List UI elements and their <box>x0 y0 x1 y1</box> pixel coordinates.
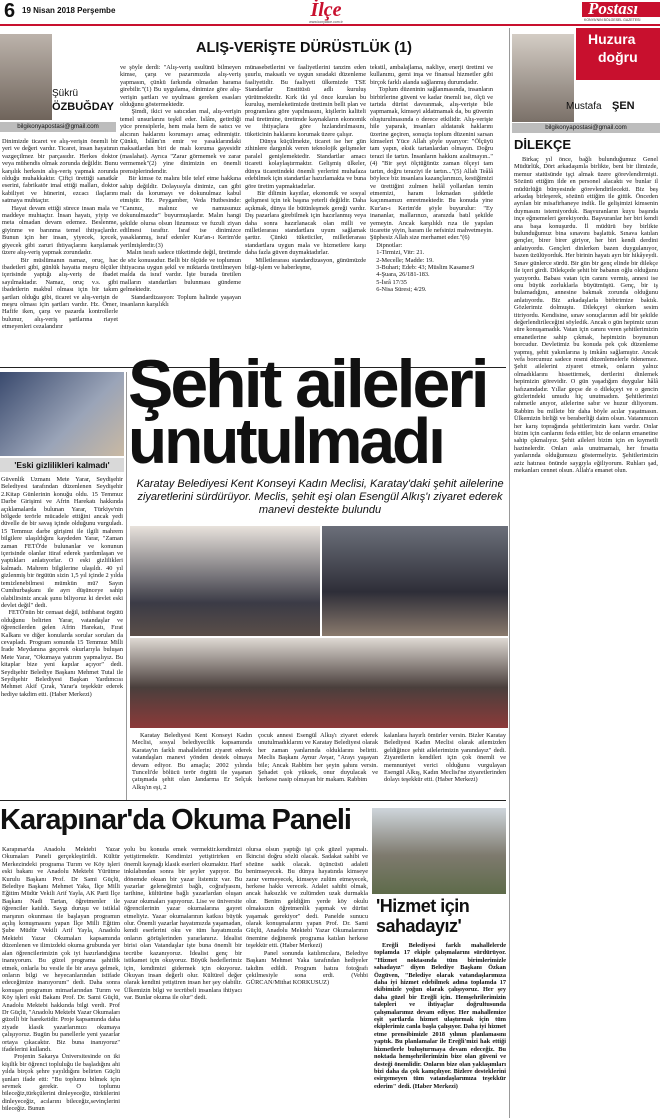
sidebar-hizmet-heading-2: sahadayız' <box>376 916 462 936</box>
group-photo-1 <box>130 526 320 636</box>
right-column-body: Birkaç yıl önce, bağlı bulunduğumuz Genel Müdürlük, Dört arkadaşımla birlikte, beni bir ilimizde, memur statüsünde işçi almak üzere görevlendirmişti. Sözünü ettiğim ilde en personel alacaktı ve bunlar il müdürlüğü bünyesinde görevlendirilecekti. Biz beş arkadaş birleşerek, sözünü ettiğim ile gittik. Önceden ayrılan bir misafirhaneye indik. İle gelişimizi kimsenin duymasını istemiyorduk. Başvuranların kuyu başında inçe eğmemeleri gerekiyordu. Başvuranlar her biri kendi ana başa konuşurdu. İl müdürü bey birlikte bulunduğumuz bina sınavını başlattık. Sınava katılan gençler, birer birer giriyor, her biri kendi derdini anlatıyordu. Gençleri dinlerken bazen duygulanıyor, bazen üzülüyorduk. Her birinin hayatı ayrı bir hikâyeydi. Sınav günlerce sürdü. Bir gün bir genç elinde bir dilekçe ile içeri girdi. Dilekçede şehit bir babanın oğlu olduğunu yazıyordu. Babası vatan için canını vermiş, annesi ise onu büyük zorluklarla büyütmüştü. Genç, bir iş bulamadığını, annesine bakmak zorunda olduğunu anlatıyordu. Biz arkadaşlarla birbirimize baktık. Gözlerimiz dolmuştu. Dilekçeyi okurken sesim titriyordu. Kendisine, sınav sonuçlarının adil bir şekilde değerlendirileceğini söyledik. Ancak o gün hepimiz uzun süre konuşamadık. Vatan için canını veren şehitlerimizin emanetlerine sahip çıkmak, hepimizin boynunun borcudur. Devletimiz bu konuda pek çok düzenleme yapmış, şehit yakınlarına iş imkânı sağlamıştır. Ancak vefa borcumuz sadece resmi düzenlemelerle ödenemez. Şehit ailelerini ziyaret etmek, onların yalnız olmadıklarını hissettirmek, dertlerini dinlemek hepimizin görevidir. O gün yaşadığım duygular hâlâ hafızamdadır. Yıllar geçse de o dilekçeyi ve o gencin gözlerindeki umudu hiç unutmadım. Şehitlerimizi rahmetle anıyor, ailelerine sabır ve huzur diliyorum. Rabbim bu millete bir daha böyle acılar yaşatmasın. Ülkemizin birliği ve beraberliği daim olsun. Vatanımızın her karış toprağında şehitlerimizin kanı vardır. Onlar bizim için canlarını feda ettiler, biz de onların emanetine sahip çıkmalıyız. Şehit aileleri bizim için en kıymetli hazinelerdir. Onları asla unutmamalı, her fırsatta yanlarında olduğumuzu göstermeliyiz. Şehitlerimizin aziz hatırası önünde saygıyla eğiliyorum. Ruhları şad, mekanları cennet olsun. Allah'a emanet olun. <box>514 156 660 475</box>
brand-name: Postası <box>588 0 639 18</box>
article-col-4: tekstil, ambalajlama, nakliye, enerji üretimi ve kullanımı, gemi inşa ve finansal hizmetler gibi birçok farklı alanda sağlanmış durumdadır. Toplum düzeninin sağlanmasında, insanların birbirlerine güveni ve kadar önemli ise, ölçü ve tartıda dürüst davranmak, alış-verişte bile yapmamak, kimseyi aldatmamak da, bu güvenin oluşturulmasında o derece etkilidir. Alış-verişte hile yaparak, insanları aldatarak haklarını üzerine geçiren, sonuçta toplum düzenini sarsan kimseleri Yüce Allah şöyle uyarıyor: "Ölçüyü tam yapın, eksik tartanlardan olmayın. Doğru terazi ile tartın. İnsanların hakkını azaltmayın.."(4) "Bir şeyi ölçtüğünüz zaman ölçeyi tam tartın, doğru teraziyi ile tartın..."(5) Allah Teâlâ böylece biz insanlara kazançlarımızı, kestiğimizi ve ürettiğini zulmen helâl yollardan temin etmemizi, haram lokmadan şiddetle kaçınmamızı emretmektedir. Bu konuda yine Kur'an-ı Kerim'de şöyle buyurulur: "Ey inananlar, mallarınızı, aranızda batıl şekilde yemeyin. Ancak karşılıklı rıza ile yapılan ticarette yiyin, haram ile nefsinizi mahvetmeyin. Şüphesiz Allah size merhamet eder."(6) Dipnotlar: 1-Tirmizi, Vitr: 21. 2-Mecelle; Madde: 19. 3-Buhari; Edeb: 43; Müslim Kasame:9 4-Şuara, 26/181-183. 5-İsrâ 17/35 6-Nisa Süresi; 4/29. <box>370 64 494 294</box>
headline-subtitle: Karatay Belediyesi Kent Konseyi Kadın Meclisi, Karatay'daki şehit ailelerine ziyaretlerini sürdürüyor. Meclis, şehit eşi olan Esengül Alkış'ı ziyaret ederek manevi destekte bulundu <box>136 478 504 516</box>
sidebar-hizmet-heading-1: 'Hizmet için <box>376 896 470 916</box>
sidebar-hizmet-body: Ereğli Belediyesi farklı mahallelerde toplamda 17 ekiple çalışmalarını sürdürüyor. "Hizmet noktasında tüm birimlerimizle sahadayız" diyen Belediye Başkanı Özkan Özgüven, "Belediye olarak vatandaşlarımıza daha iyi hizmet edebilmek adına toplamda 17 ekibimizle yoğun olarak çalışıyoruz. Her şey daha güzel bir Ereğli için. Hemşehrilerimizin talepleri ve ihtiyaçlar doğrultusunda çalışmalarımız devam ediyor. Her mahallemize eşit şartlarda hizmet ulaştırmak için tüm ekiplerimiz canla başla çalışıyor. Daha iyi hizmet etme prensibimizle 2018 yılının planlamasını yaptık. Bu planlamalar ile Ereğli'mizi hak ettiği hizmetlerle buluşturmaya devam edeceğiz. Bu noktada hemşehrilerimizin bize olan güveni ve desteği önemlidir. Onların bize olan yaklaşımları bizi daha da çok kamçılıyor. Bizlere desteklerini esirgemeyen tüm vatandaşlarımıza teşekkür ederim" dedi. (Haber Merkezi) <box>374 942 508 1090</box>
sidebar-eski-heading: 'Eski gizlilikleri kalmadı' <box>0 458 124 472</box>
photo-caption-col-2: çocuk annesi Esengül Alkış'ı ziyaret ederek unutulmadıklarını ve Karatay Belediyesi olarak her zaman yanlarında olduklarını belirtti. Meclis Başkanı Aynur Avşar, "Arayı yaşayan bile; Ancak Rabbim her şeyin şahını versin. Şehadet çok yüksek, onur duyulacak ve herkese nasip olmayan bir makam. Rabbim <box>258 732 380 784</box>
brand-sub: KONYA'NIN BÖLGESEL GAZETESİ <box>584 18 641 22</box>
bottom-article-col-3: olursa olsun yaptığı işi çok güzel yapmalı. İkincisi doğru sözlü olacak. Sadakat sahibi ve sözüne sadık olacak. üçüncüsü adaleti benimseyecek. Bu dünya hayatında kimseye zarar vermeyecek, kimseye zulüm etmeyecek, herkese hakkı verecek. Adalet sahibi olmak, ancak haksızlık ve zulümden uzak durmakla olur. Benim geldiğim yerde köy okulu olmaksızın öğretmenlik yapmak ve dürüst yaşamak gerekiyor" dedi. Panelde sunucu olarak konuşmalarını yapan Prof. Dr. Sami Güçlü, Anadolu Mektebi Yazar Okumalarının önemine değinerek programa katılan herkese teşekkür etti. (Haber Merkezi) Panel sonunda katılımcılara, Belediye Başkanı Mehmet Yaka tarafından hediyeler takdim edildi. Program hatıra fotoğrafı çekilmesiyle sona erdi. (Vehbi GÜRCAN/Mithat KORKUSUZ) <box>246 846 368 987</box>
issue-date: 19 Nisan 2018 Perşembe <box>22 6 116 15</box>
hizmet-photo <box>372 808 506 894</box>
masthead-rule <box>0 24 660 26</box>
mete-yarar-photo <box>0 372 124 456</box>
author-last-name: ÖZBUĞDAY <box>52 101 114 113</box>
headline-main-line1: Şehit aileleri <box>128 346 487 422</box>
bottom-article-col-2: yolu bu konuda emek vermektir.kendimizi yetiştirmektir. Kendimizi yetiştirirken en önemli kaynağı klasik eserleri okumaktır. Harf inkılabından sonra bir şeyler yapıyor. Bu dönemde okuan bir yazar listemiz var. Bu yazarlar geleneğimizi bağlı, coğrafyasını, tarihine, kültürüne bağlı yazarlardan oluşan yazar okumaları yapıyoruz. Lise ve üniversite öğrencilerinin yazar okumalarına gayret etmeliyiz. Yazar okumalarının katkısı büyük olur. Önemli yazarlar hayatımızda yaşamadan, kendi eserlerini oku ve tüm hayatımızda onların görüşlerinden yararlanırız. İdealist birisi olan Vatandaşlar işte buna önemli bir tecrübe kazanıyoruz. İdealist genç bir istikamet için okuyoruz. Büyük hedeflerimiz için, kendimizi gidermek için okuyoruz. Okuyan insan değerli olur. Kültürel değer olarak kendini yetiştiren insan her şey olabilir. Ülkemizin bilgi ve tecrübeli insanlara ihtiyacı var. Bunlar okuma ile olur" dedi. <box>124 846 244 1002</box>
author-email: bilgikonyapostasi@gmail.com <box>0 122 116 132</box>
column-header-line2: doğru <box>598 49 638 65</box>
logo <box>298 0 354 24</box>
sidebar-divider <box>126 372 127 800</box>
right-author-first: Mustafa <box>566 101 602 112</box>
author-photo-sen <box>512 34 574 122</box>
bottom-section-separator <box>0 800 506 801</box>
page-number: 6 <box>4 0 16 22</box>
brand-block <box>582 0 660 24</box>
right-author-email: bilgikonyapostasi@gmail.com <box>512 123 660 133</box>
column-header-line1: Huzura <box>588 31 636 47</box>
article-col-1: Dinimizde ticaret ve alış-verişin önemli bir yeri ve değeri vardır. Ticaret, insan hayatının vazgeçilmez bir parçasıdır. Herkes doktor veya mühendis olmak zorunda değildir. Bunu karşılık herkesin alış-veriş yapmak zorunda olduğu muhakkaktır. Çiftçi ürettiği sanatkâr eserini, fabrikatör imal ettiği malları, doktor kabiliyet ve hünerini, ezcacı ilaçlarını satmaya muhtaçtır. Hayat devam ettiği sürece insan mala ve maddeye muhtaçtır. İnsan hayatı, yiyip ve meta olmadan devam edemez. Beslenme, giyinme ve barınma temel ihtiyaçlardır. Bunun için her insan, yiyecek, içecek, giyecek gibi zaruri ihtiyaçlarını karşılamak üzere alış-veriş yapmak zorundadır. Bir müslümanın namaz, oruç, hac ibadetleri gibi, günlük hayatta meşru ölçüler içerisinde yaptığı alış-veriş de ibadet sayılmaktadır. Namaz, oruç v.s. gibi ibadetlerin makbul olması için bir takım şartları olduğu gibi, ticaret ve alış-verişin de meşru olması için şartları vardır. Hz. Ömer, Hafife iken, çarşı ve pazarda kontrollerle bulunur, alış-veriş şartlarına riayet etmeyenleri cezalandırır <box>2 138 119 331</box>
right-column-divider <box>509 28 510 1118</box>
article-col-2: ve şöyle derdi: "Alış-veriş usulünü bilmeyen kimse, çarşı ve pazarımızda alış-veriş yapmasın, çünkü farkında olmadan harama girebilir."(1) Bu uygulama, dinimize göre alış-verişin şartları ve uyulması gereken esasları olduğunu göstermektedir. Şimdi, ikici ve satıcıdan mal, alış-verişin temel unsurlarını teşkil eder. İslâm, getirdiği yüce prensiplerle, hem mala hem de satıcı ve alıcının haklarını korumayı amaç edinmiştir. Çünkü, İslâm'ın emir ve yasaklarındaki maksatlardan biri de malı koruma gayesidir (maslahat). Ayrıca "Zarar görmemek ve zarar vermemek"(2) yine dinimizin en önemli prensiplerindendir. Bir kimse öz malını bile telef etme hakkına sahip değildir. Dolayısıyla dinimiz, can gibi malı da korumayı ve dokunulmaz kabul etmiştir. Hz. Peygamber, Veda Hutbesinde: "Canınız, malınız ve namusunuz dokunulmazdır" buyurmuşlardır. Malın hangi şekilde olursa olsun lüzumsuz ve fuzuli ziyan edilmesi israftır. İsraf ise dinimizce yasaklanmış, israf edenler Kur'an-ı Kerim'de yerilmişlerdir.(3) Malın israfı sadece tüketimde değil, üretimde de söz konusudur. Belli bir ölçüde ve toplumun ihtiyacına uygun şekil ve miktarda üretilmeyen malda da israf vardır. İşte burada üretilen malların standartları bulunması gündeme gelmektedir. Standardizasyon: Toplum halinde yaşayan insanların karşılıklı <box>120 64 242 308</box>
article-col-3: münasebetlerini ve faaliyetlerini tanzim eden şuurlu, maksatlı ve uygun sıradaki düzenleme faaliyetidir. Bu faaliyeti ülkemizde TSE Standartlar Enstitüsü adlı kuruluş yürütmektedir. Kırk iki yıl önce kurulan bu kuruluş, memleketimizde üretimin belli plan ve programlara göre yapılmasını, kişilerin kaliteli mal üretimine, üretimde kaynakların ekonomik ve ihtiyaçlara göre hızlandırılmasını, tüketicinin haklarını korumak üzere çalışır. Dünya küçülmekte, ticaret ise her gün zihinlere dargınlık veren teknolojik gelişmeler paralel genişlemektedir. Standartlar amacı ticareti kolaylaştırmaktır. Gelişmiş ülkeler, dünya ticaretindeki önemli yerlerini muhafaza edebilmek için standartlar hazırlamakta ve buna göre üretim yapmaktadırlar. Bir dilimin kayıtlar, ekonomik ve sosyal gelişmesi için tek başına yeterli değildir. Daha açıkmak, dünya ile bütünleşmek gereği vardır. Dış pazarlara girebilmek için hazırlanmış veya daha sonra hazırlanacak olan milli ve milletlerarası standartlara uyum sağlamak şarttır. Çünkü tüketiciler, milletlerarası standartlara uygun mala ve hizmetlere karşı daha fazla güven duymaktadırlar. Milletlerarası standardizasyon, günümüzde bilgi-işlem ve haberleşme, <box>245 64 366 271</box>
article-title: ALIŞ-VERİŞTE DÜRÜSTLÜK (1) <box>196 40 412 56</box>
author-photo-ozbugday <box>0 34 52 120</box>
sidebar-eski-body: Güvenlik Uzmanı Mete Yarar, Seydişehir Belediyesi tarafından düzenlenen Seydişehir 2.Kitap Günlerinin konuğu oldu. 15 Temmuz Darbe Girişimi ve Afrin Harekatı hakkında açıklamalarda bulunan Yarar, Türkiye'nin bölgede terörle mücadele ettiğini ancak yedi düvelle de bir savaş içinde olduğunu vurguladı. 15 Temmuz darbe girişimi ile ilgili mahrem bilgilere ulaşıldığını kaydeden Yarar, "Zaman zaman FETÖ'de bulunanlar ve konunun içerisinde olanlar itiraf ederek yardımlaşan ve yaptıkları anlatıyorlar. O eski gizlilikleri kalmadı. Mahrem bilgilerine ulaşıldı. 40 yıl gizlenmiş bir örgütün sizin 1,5 yıl içinde 2 yılda temizlenebilmesi mümkün mü? Sayın Cumhurbaşkanı ile ayrı düşünceye sahip olabilirsiniz ancak şunu biliyoruz ki devlet eski devlet değil" dedi. FETÖ'nün bir cemaat değil, istihbarat örgütü olduğunu belirten Yarar, vatandaşlar ve öğrencilerden gelen Afrin Harekatı, Fırat Kalkanı ve diğer konularda sorular soruları da cevapladı. Program sonunda 15 Temmuz Milli İrade Meydanına geçerek okurlarıyla buluşan Mete Yarar, "Okumaya yatırım yapmalıyız. Bu kitaplar bize yeni kapılar açıyor" dedi. Seydişehir Belediye Başkanı Mehmet Tutal ile Seydişehir Belediyesi Başkan Yardımcısı Mehmet Akif Çırak, Yarar'a teşekkür ederek hediye takdim etti. (Haber Merkezi) <box>1 476 123 698</box>
author-first-name: Şükrü <box>52 88 79 99</box>
logo-sub: www.konyailce.com.tr <box>309 20 343 24</box>
logo-text: İlçe <box>310 0 342 21</box>
group-photo-3 <box>130 638 508 728</box>
bottom-article-col-1: Karapınar'da Anadolu Mektebi Yazar Okumaları Paneli gerçekleştirildi. Kültür Merkezindeki programa Turım ve Köy işleri eski bakanı ve Anadolu Mektebi Yürütme Kurulu Başkanı Prof. Dr Sami Güçlü, Belediye Başkanı Mehmet Yaka, İlçe Milli Eğitim Müdür Vekili Arif Yayla, AK Parti İlçe Başkanı Nadi Tartan, öğretmenler ile öğrenciler katıldı. Saygı duruşu ve istiklal marşının okunması ile başlayan programın açılış konuşmasını yapan İlçe Milli Eğitim Şube Müdür Vekili Arif Yayla, Anadolu Mektebi Yazar Okumaları kapsamında düzenlenen ve ilimizdeki okuma grubunda yer alan öğrencilerimizin çok iyi hazırlandığına inanıyorum. Bu güzel programa şahitlik etmek, onlarla bu vesile ile bir araya gelmek, onların bilgi ve heyecanlarından istifade edeceğimize inanıyorum" dedi. Daha sonra konuşan programın mimarlarından Turım ve Köy işleri eski Bakanı Prof. Dr. Sami Güçlü, Anadolu Mektebi hakkında bilgi verdi. Prof Dr Güçlü, "Anadolu Mektebi Yazar Okumaları güzelli bir hareketidir. Proje kapsamında daha ziyade klasik yazarlarımızı okumaya çalışıyoruz. Bugün bu panellerle yeni yazarlar ortaya çıkacaktır. Biz buna inanıyoruz" ifadelerini kullandı. Projenin Sakarya Üniversitesinde on iki kişilik bir öğrenci topluluğu ile başladığını ahi yılda birçok şehre yayıldığını belirten Güçlü şunları ifade etti: "Bu toplumu bilmek için sevmek gerekir. O toplumu bileceğiz,türkçülerini dinleyeceğiz, türkülerini dinleyeceğiz, acılarını bileceğiz,sevinçlerini bileceğiz. Bunun <box>2 846 120 1113</box>
headline-main-line2: unutulmadı <box>128 405 443 477</box>
right-author-last: ŞEN <box>612 100 635 112</box>
column-header <box>576 28 660 80</box>
photo-caption-col-3: kalanlara hayırlı ömürler versin. Bizler Karatay Belediyesi Kadın Meclisi olarak ailemizden geldiğince şehit ailelerimizin yanındayız" dedi. Ziyaretlerin kendileri için çok önemli ve memnuniyet verici olduğunu vurgulayan Esengül Alkış, Kadın Meclisi'ne ziyaretlerinden dolayı teşekkür etti. (Haber Merkezi) <box>384 732 508 784</box>
headline-bottom: Karapınar'da Okuma Paneli <box>0 804 351 836</box>
group-photo-2 <box>322 526 508 636</box>
photo-caption-col-1: Karatay Belediyesi Kent Konseyi Kadın Meclisi, sosyal belediyecilik kapsamında Karatay'ın farklı mahallelerini ziyaret ederek vatandaşları manevi yönden destek olmaya devam ediyor. Bu amaçla; 2002 yılında Tunceli'de bölücü terör örgütü ile yaşanan çatışmada şehit olan Jandarma Er Selçuk Alkış'ın eşi, 2 <box>132 732 254 791</box>
right-column-title: DİLEKÇE <box>514 137 572 152</box>
